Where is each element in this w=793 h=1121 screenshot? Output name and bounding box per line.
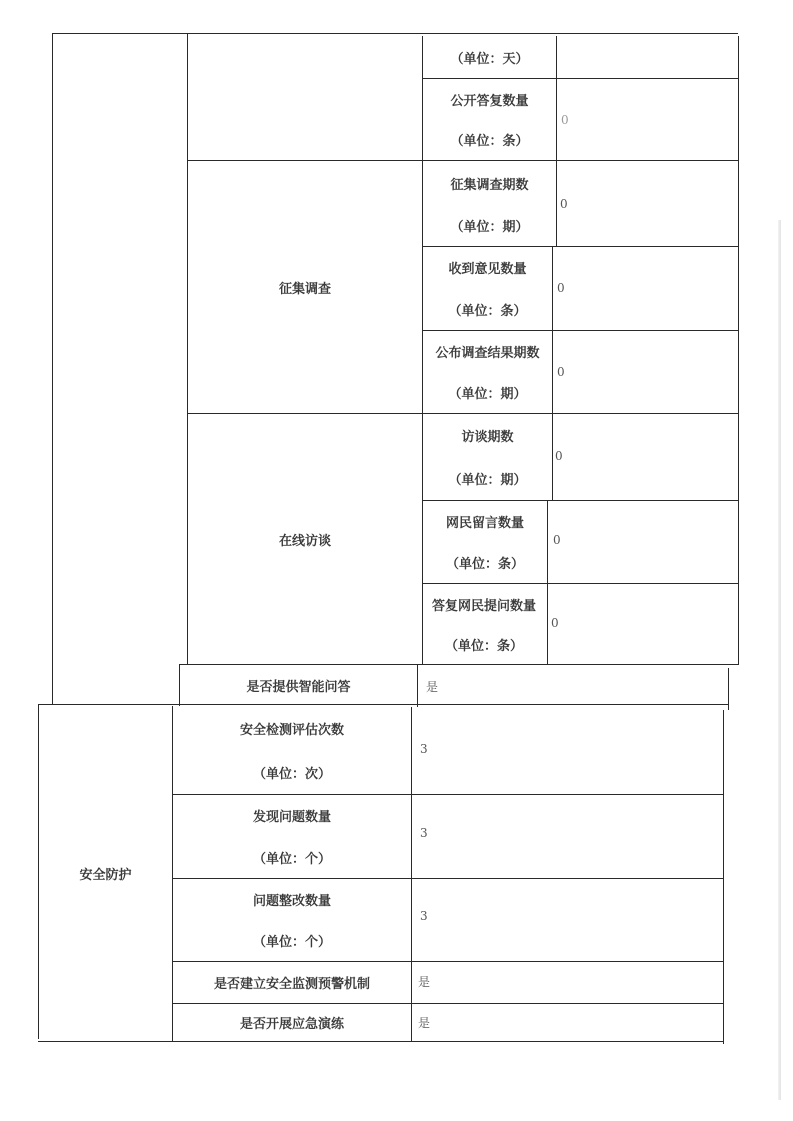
smart-qa-value: 是 — [426, 680, 439, 694]
opinions-unit: （单位：条） — [448, 303, 527, 319]
issues-fixed-value: 3 — [420, 909, 428, 923]
opinions-value: 0 — [557, 281, 565, 295]
answers-label: 答复网民提问数量 — [431, 598, 536, 614]
results-value: 0 — [557, 365, 565, 379]
assessments-unit: （单位：次） — [252, 766, 331, 782]
assessments-value: 3 — [420, 742, 428, 756]
interview-section-label: 在线访谈 — [278, 533, 331, 549]
drill-label: 是否开展应急演练 — [239, 1017, 344, 1032]
answers-value: 0 — [551, 616, 559, 630]
issues-found-label: 发现问题数量 — [252, 810, 331, 826]
answers-unit: （单位：条） — [444, 638, 523, 654]
survey-periods-label: 征集调查期数 — [450, 178, 529, 194]
monitoring-label: 是否建立安全监测预警机制 — [213, 977, 370, 992]
messages-unit: （单位：条） — [445, 557, 524, 572]
interview-periods-value: 0 — [555, 449, 563, 463]
issues-fixed-unit: （单位：个） — [252, 935, 331, 950]
opinions-label: 收到意见数量 — [448, 262, 527, 278]
reply-count-unit: （单位：条） — [450, 134, 529, 150]
security-section-label: 安全防护 — [79, 867, 132, 883]
monitoring-value: 是 — [418, 975, 431, 989]
survey-periods-unit: （单位：期） — [450, 219, 529, 235]
assessments-label-cell — [173, 707, 411, 794]
drill-value: 是 — [418, 1016, 431, 1030]
survey-section-label: 征集调查 — [278, 281, 331, 297]
issues-found-label-cell — [173, 795, 411, 878]
survey-periods-value: 0 — [560, 197, 568, 211]
reply-count-value: 0 — [561, 113, 569, 127]
survey-periods-label-cell — [423, 163, 556, 246]
issues-found-unit: （单位：个） — [252, 851, 331, 867]
reply-count-label-cell — [423, 79, 556, 160]
reply-count-label: 公开答复数量 — [450, 93, 529, 109]
issues-found-value: 3 — [420, 826, 428, 840]
interview-periods-unit: （单位：期） — [448, 473, 527, 488]
opinions-label-cell — [423, 247, 552, 330]
messages-value: 0 — [553, 533, 561, 547]
issues-fixed-label: 问题整改数量 — [252, 894, 331, 909]
page-edge-shadow — [778, 220, 781, 1100]
assessments-label: 安全检测评估次数 — [239, 723, 344, 739]
interview-periods-label: 访谈期数 — [461, 430, 514, 445]
interview-periods-label-cell — [423, 414, 552, 500]
issues-fixed-label-cell — [173, 879, 411, 961]
messages-label-cell — [423, 501, 547, 583]
results-label-cell — [423, 331, 552, 413]
results-unit: （单位：期） — [448, 387, 527, 402]
messages-label: 网民留言数量 — [445, 516, 524, 531]
reply-days-unit: （单位：天） — [450, 51, 529, 67]
answers-label-cell — [421, 584, 547, 664]
smart-qa-label: 是否提供智能问答 — [246, 680, 351, 695]
results-label: 公布调查结果期数 — [435, 346, 540, 361]
